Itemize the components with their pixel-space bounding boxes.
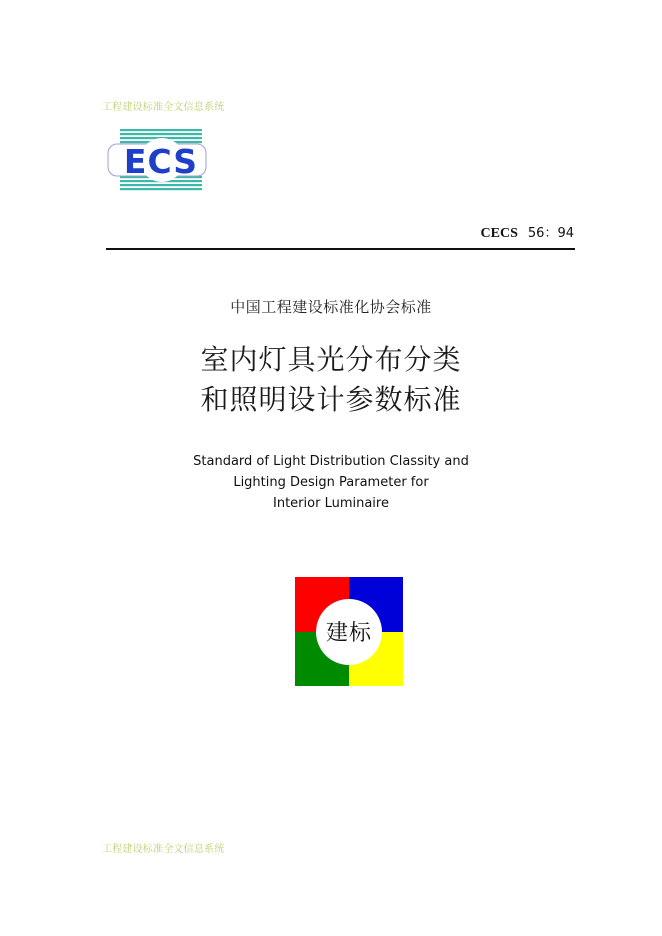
standard-code-number: 56：94 [527, 226, 574, 241]
standard-code [481, 222, 574, 242]
association-name: 中国工程建设标准化协会标准 [230, 298, 432, 316]
title-en-line1: Standard of Light Distribution Classity and [193, 454, 469, 469]
title-en-line3: Interior Luminaire [273, 496, 389, 511]
ecs-logo [106, 128, 216, 194]
title-cn-line1: 室内灯具光分布分类 [200, 343, 462, 376]
title-en-line2: Lighting Design Parameter for [233, 475, 429, 490]
title-english [0, 451, 662, 514]
jianbiao-logo-text: 建标 [325, 621, 372, 646]
header-rule [106, 248, 575, 250]
title-cn-line2: 和照明设计参数标准 [200, 383, 462, 416]
jianbiao-logo [295, 577, 403, 686]
watermark-bottom: 工程建设标准全文信息系统 [102, 844, 225, 855]
ecs-logo-text: ECS [123, 142, 199, 181]
title-chinese [0, 340, 662, 420]
watermark-top: 工程建设标准全文信息系统 [102, 102, 225, 113]
standard-code-prefix: CECS [480, 226, 518, 241]
